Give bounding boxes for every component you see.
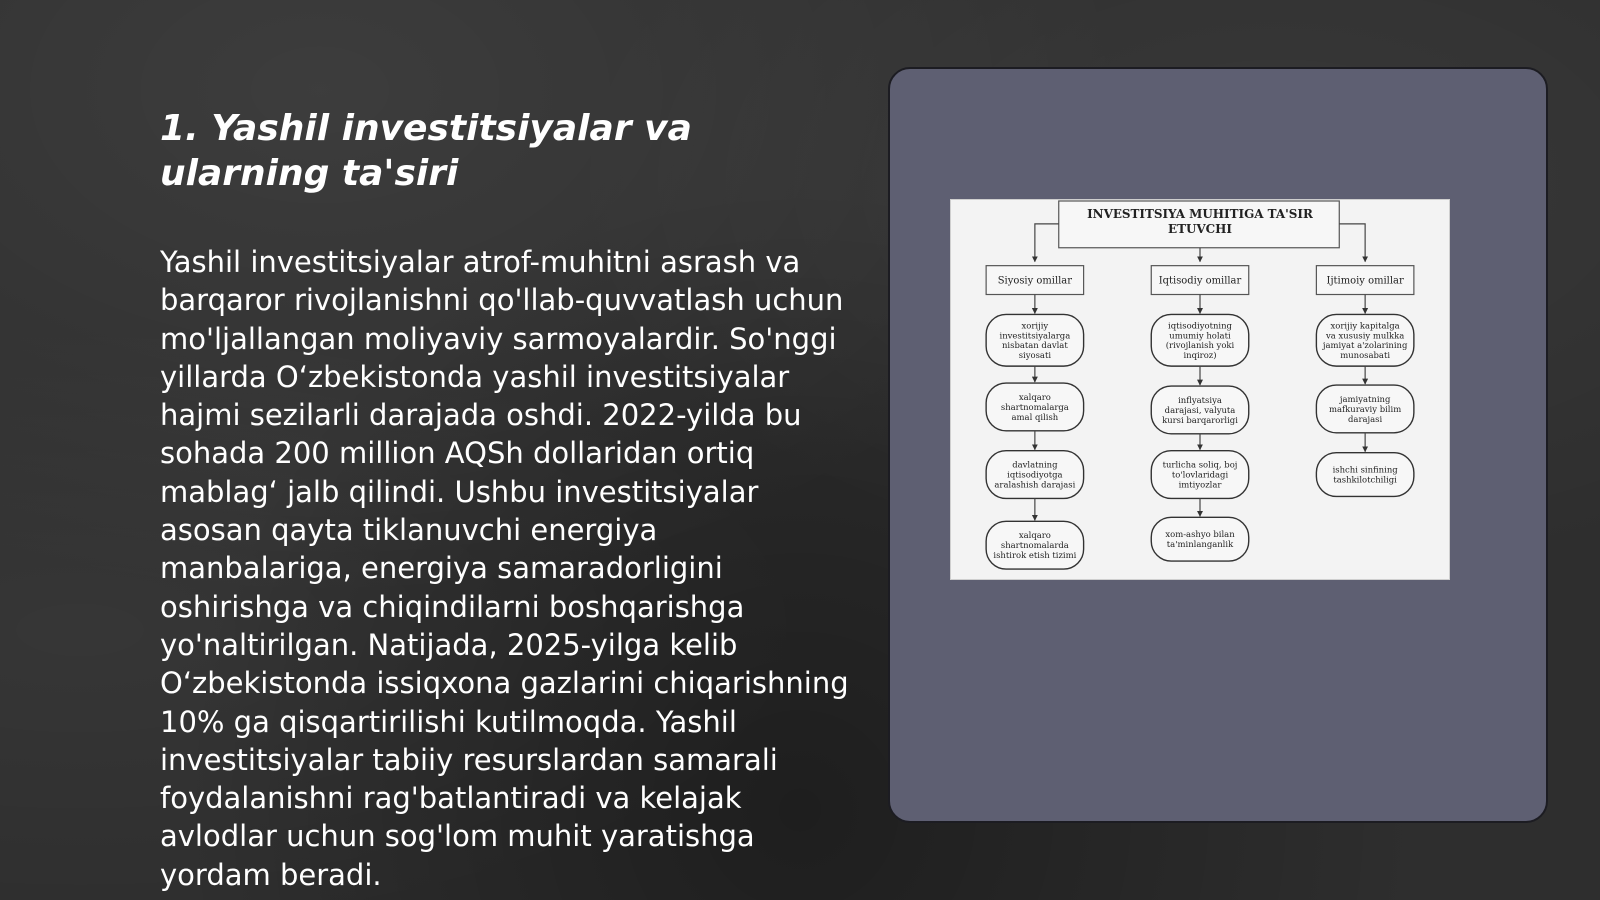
diagram-connector <box>1035 224 1059 262</box>
diagram-factor-label: amal qilish <box>1011 411 1059 422</box>
diagram-factor-label: shartnomalarda <box>1000 540 1069 551</box>
diagram-factor-label: shartnomalarga <box>1000 401 1069 412</box>
diagram-factor-label: jamiyatning <box>1339 393 1391 404</box>
diagram-factor-label: xorijiy <box>1021 320 1049 331</box>
diagram-factor-label: iqtisodiyotning <box>1168 320 1232 331</box>
diagram-factor-label: inqiroz) <box>1183 350 1217 361</box>
diagram-root-label: ETUVCHI <box>1168 221 1232 236</box>
diagram-factor-label: aralashish darajasi <box>994 479 1076 490</box>
diagram-factor-label: to'lovlaridagi <box>1171 469 1229 480</box>
diagram-factor-label: xorijiy kapitalga <box>1330 320 1400 331</box>
diagram-factor-label: va xususiy mulkka <box>1325 330 1405 341</box>
diagram-column-header: Siyosiy omillar <box>997 275 1072 287</box>
diagram-factor-label: davlatning <box>1012 459 1058 470</box>
diagram-svg <box>951 200 1449 579</box>
diagram-factor-label: investitsiyalarga <box>999 330 1071 341</box>
slide-title: 1. Yashil investitsiyalar va ularning ta'siri <box>160 108 692 194</box>
diagram-factor-label: darajasi, valyuta <box>1164 404 1236 415</box>
diagram-factor-label: tashkilotchiligi <box>1333 474 1397 485</box>
investment-factors-diagram <box>950 199 1450 580</box>
diagram-root-label: INVESTITSIYA MUHITIGA TA'SIR <box>1087 206 1313 221</box>
diagram-factor-label: xalqaro <box>1018 391 1051 402</box>
diagram-factor-label: xom-ashyo bilan <box>1165 529 1235 540</box>
diagram-factor-label: munosabati <box>1340 350 1391 361</box>
diagram-column-header: Ijtimoiy omillar <box>1326 275 1404 287</box>
diagram-factor-label: umumiy holati <box>1169 330 1231 341</box>
diagram-column-header: Iqtisodiy omillar <box>1158 275 1242 287</box>
diagram-factor-label: kursi barqarorligi <box>1162 414 1238 425</box>
diagram-factor-label: ishchi sinfining <box>1332 464 1398 475</box>
diagram-factor-label: xalqaro <box>1018 530 1051 541</box>
diagram-factor-label: siyosati <box>1018 350 1052 361</box>
diagram-factor-label: jamiyat a'zolarining <box>1322 340 1408 351</box>
diagram-factor-label: inflyatsiya <box>1178 394 1222 405</box>
diagram-factor-label: turlicha soliq, boj <box>1162 459 1238 470</box>
diagram-factor-label: mafkuraviy bilim <box>1329 403 1402 414</box>
diagram-factor-label: imtiyozlar <box>1178 479 1222 490</box>
diagram-factor-label: nisbatan davlat <box>1001 340 1068 351</box>
diagram-factor-label: ta'minlanganlik <box>1166 539 1234 550</box>
diagram-factor-label: ishtirok etish tizimi <box>993 550 1077 561</box>
diagram-factor-label: iqtisodiyotga <box>1007 469 1063 480</box>
diagram-connector <box>1339 224 1365 262</box>
slide-body-text: Yashil investitsiyalar atrof-muhitni asrash va barqaror rivojlanishni qo'llab-quvvatlash uchun mo'ljallangan moliyaviy sarmoyalardir. So'nggi yillarda O‘zbekistonda yashil investitsiyalar hajmi sezilarli darajada oshdi. 2022-yilda bu sohada 200 million AQSh dollaridan ortiq mablag‘ jalb qilindi. Ushbu investitsiyalar asosan qayta tiklanuvchi energiya manbalariga, energiya samaradorligini oshirishga va chiqindilarni boshqarishga yo'naltirilgan. Natijada, 2025-yilga kelib O‘zbekistonda issiqxona gazlarini chiqarishning 10% ga qisqartirilishi kutilmoqda. Yashil investitsiyalar tabiiy resurslardan samarali foydalanishni rag'batlantiradi va kelajak avlodlar uchun sog'lom muhit yaratishga yordam beradi. <box>160 245 849 892</box>
diagram-factor-label: (rivojlanish yoki <box>1165 340 1235 351</box>
diagram-factor-label: darajasi <box>1348 413 1383 424</box>
